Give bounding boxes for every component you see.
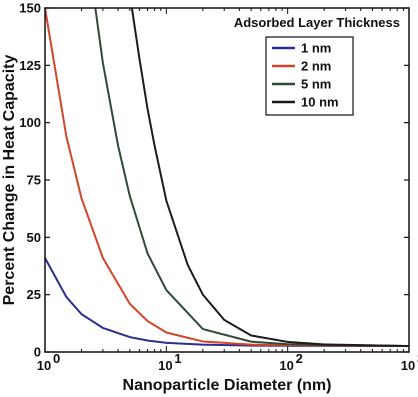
y-tick-label: 50: [26, 229, 41, 245]
plot-background: [45, 8, 409, 352]
x-tick-label: [158, 351, 181, 373]
y-tick-label: 0: [33, 344, 41, 360]
legend: [266, 37, 353, 115]
x-axis-title: Nanoparticle Diameter (nm): [122, 377, 332, 394]
y-tick-label: 125: [19, 57, 41, 73]
legend-title: Adsorbed Layer Thickness: [233, 15, 400, 30]
x-tick-base: 10: [158, 358, 173, 373]
y-tick-label: 100: [19, 115, 41, 131]
y-axis-title: Percent Change in Heat Capacity: [1, 54, 18, 306]
legend-label-3: 5 nm: [301, 76, 332, 92]
x-tick-label: [279, 351, 302, 373]
legend-label-2: 2 nm: [301, 58, 332, 74]
x-tick-exponent: 2: [295, 351, 303, 366]
y-tick-label: 150: [19, 0, 41, 16]
x-tick-base: 10: [36, 358, 52, 373]
legend-label-1: 1 nm: [301, 40, 332, 56]
x-tick-exponent: 0: [53, 351, 61, 366]
y-tick-label: 25: [26, 287, 41, 303]
y-tick-label: 75: [26, 172, 41, 188]
y-tick-labels: [19, 1, 41, 360]
x-tick-base: 10: [279, 358, 294, 373]
legend-label-4: 10 nm: [301, 94, 339, 110]
x-tick-base: 10: [400, 358, 416, 373]
x-tick-labels: [37, 351, 418, 373]
x-tick-exponent: 1: [174, 351, 182, 366]
x-tick-label: [401, 351, 418, 373]
